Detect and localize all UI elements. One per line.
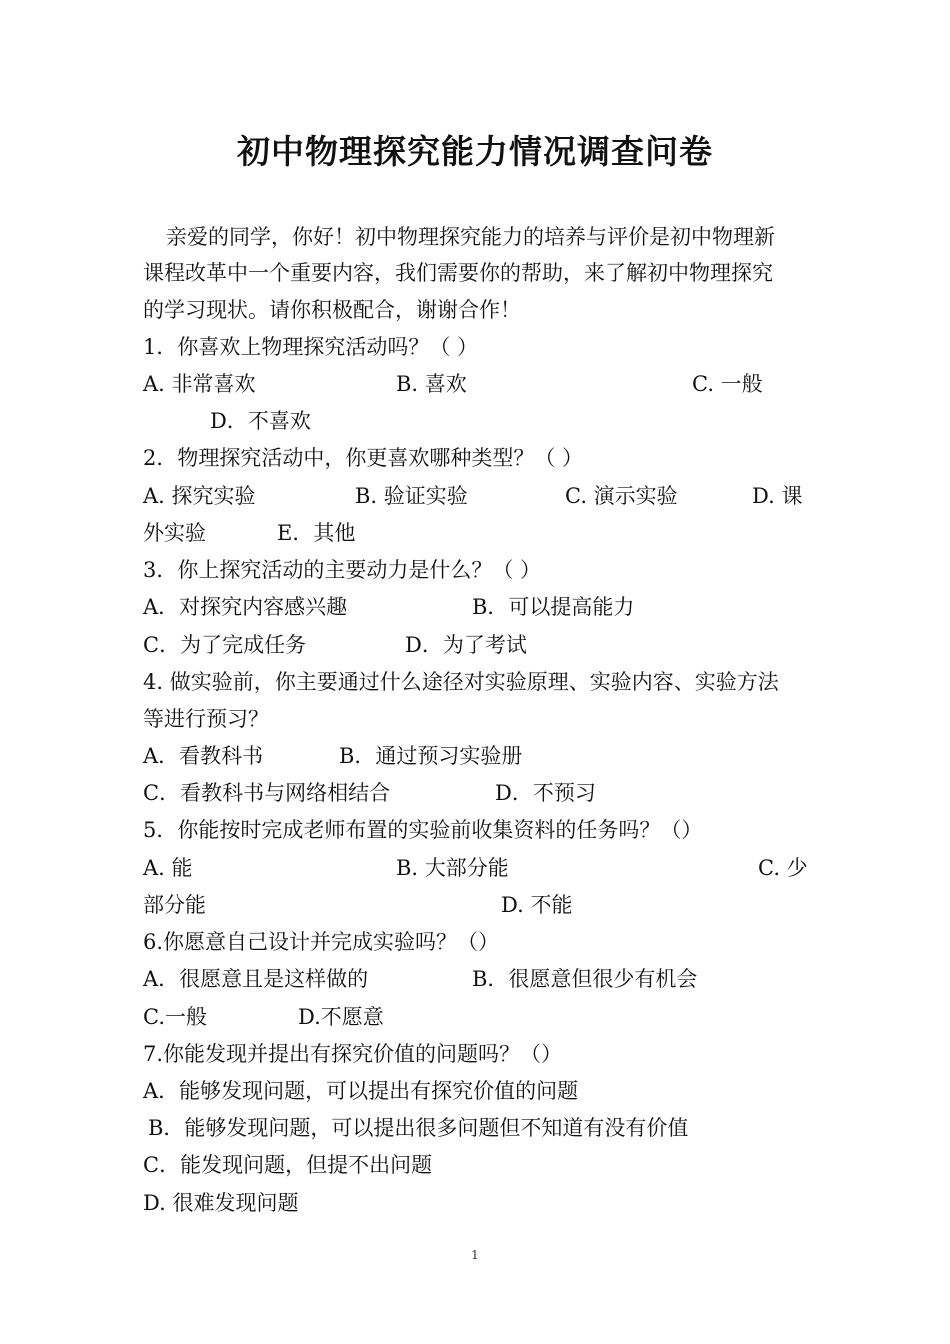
q2-option-e: E．其他 xyxy=(277,521,356,545)
question-5: 5．你能按时完成老师布置的实验前收集资料的任务吗？（） xyxy=(143,818,703,842)
q1-option-d: D．不喜欢 xyxy=(210,409,311,433)
q1-option-b: B. 喜欢 xyxy=(396,372,467,396)
q4-option-c: C．看教科书与网络相结合 xyxy=(143,781,391,805)
q2-option-b: B. 验证实验 xyxy=(355,484,468,508)
q3-option-a: A．对探究内容感兴趣 xyxy=(143,595,348,619)
q6-option-b: B．很愿意但很少有机会 xyxy=(472,967,698,991)
question-4-line-2: 等进行预习？ xyxy=(143,707,269,731)
q4-option-a: A．看教科书 xyxy=(143,744,264,768)
q1-option-a: A. 非常喜欢 xyxy=(143,372,256,396)
q6-option-c: C.一般 xyxy=(143,1005,207,1029)
intro-line-1: 亲爱的同学，你好！初中物理探究能力的培养与评价是初中物理新 xyxy=(166,225,775,249)
q4-option-b: B．通过预习实验册 xyxy=(339,744,523,768)
q2-option-a: A. 探究实验 xyxy=(143,484,256,508)
q5-option-a: A. 能 xyxy=(143,856,193,880)
q1-option-c: C. 一般 xyxy=(692,372,763,396)
q6-option-d: D.不愿意 xyxy=(298,1005,384,1029)
question-3: 3．你上探究活动的主要动力是什么？（ ） xyxy=(143,558,542,582)
q5-option-c-part1: C. 少 xyxy=(758,856,808,880)
q7-option-d: D. 很难发现问题 xyxy=(143,1191,299,1215)
q7-option-b: B．能够发现问题，可以提出很多问题但不知道有没有价值 xyxy=(148,1116,689,1140)
q5-option-d: D. 不能 xyxy=(501,893,573,917)
q2-option-c: C. 演示实验 xyxy=(565,484,678,508)
q3-option-c: C．为了完成任务 xyxy=(143,633,307,657)
page-number: 1 xyxy=(471,1248,479,1262)
intro-line-2: 课程改革中一个重要内容，我们需要你的帮助，来了解初中物理探究 xyxy=(143,261,773,285)
question-6: 6.你愿意自己设计并完成实验吗？（） xyxy=(143,930,500,954)
q2-option-d-part2: 外实验 xyxy=(143,521,206,545)
q6-option-a: A．很愿意且是这样做的 xyxy=(143,967,369,991)
q3-option-b: B．可以提高能力 xyxy=(472,595,635,619)
q4-option-d: D．不预习 xyxy=(495,781,596,805)
question-1: 1．你喜欢上物理探究活动吗？（ ） xyxy=(143,335,479,359)
q2-option-d-part1: D. 课 xyxy=(752,484,803,508)
question-2: 2．物理探究活动中，你更喜欢哪种类型？（ ） xyxy=(143,446,584,470)
q7-option-a: A．能够发现问题，可以提出有探究价值的问题 xyxy=(143,1079,579,1103)
q7-option-c: C．能发现问题，但提不出问题 xyxy=(143,1153,433,1177)
question-4-line-1: 4. 做实验前，你主要通过什么途径对实验原理、实验内容、实验方法 xyxy=(143,670,779,694)
q5-option-b: B. 大部分能 xyxy=(396,856,509,880)
document-title: 初中物理探究能力情况调查问卷 xyxy=(237,132,713,171)
intro-line-3: 的学习现状。请你积极配合，谢谢合作！ xyxy=(143,298,521,322)
q5-option-c-part2: 部分能 xyxy=(143,893,206,917)
question-7: 7.你能发现并提出有探究价值的问题吗？（） xyxy=(143,1042,563,1066)
q3-option-d: D．为了考试 xyxy=(405,633,527,657)
